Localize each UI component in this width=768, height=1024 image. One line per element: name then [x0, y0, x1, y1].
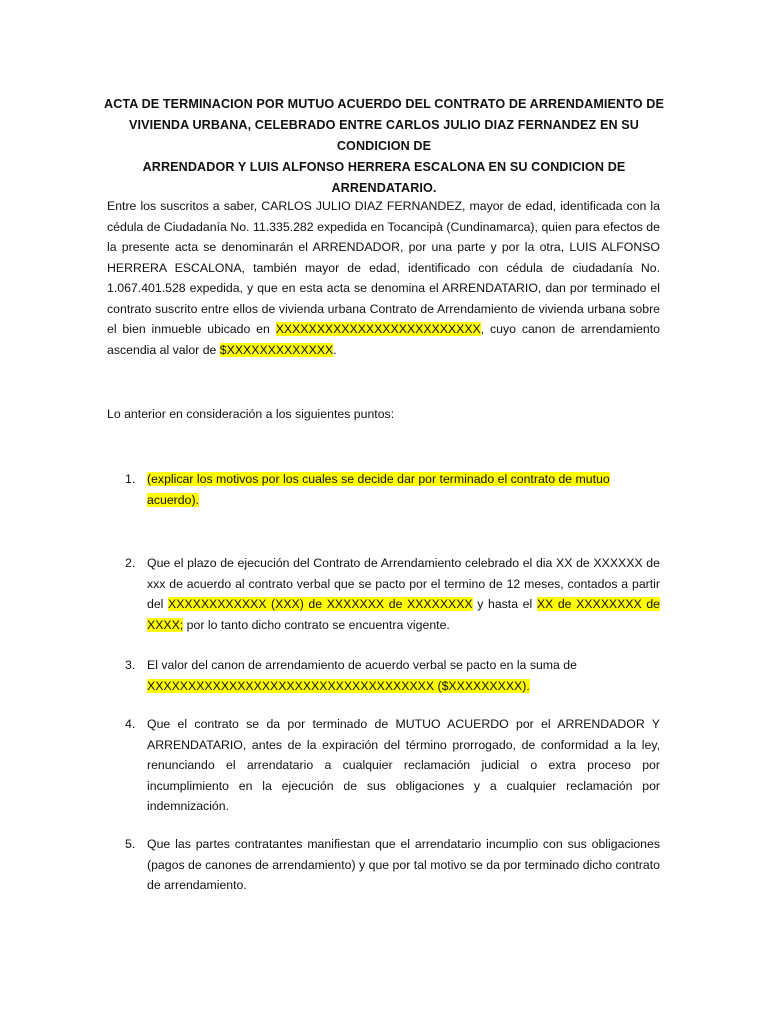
item-2	[147, 553, 660, 635]
title-line-2: VIVIENDA URBANA, CELEBRADO ENTRE CARLOS JULIO DIAZ FERNANDEZ EN SU CONDICION DE	[129, 118, 639, 153]
item-number-2: 2.	[125, 556, 136, 570]
intro-end: .	[333, 342, 337, 357]
address-placeholder: XXXXXXXXXXXXXXXXXXXXXXXXX	[275, 322, 481, 336]
item-number-5: 5.	[125, 837, 136, 851]
item-5: Que las partes contratantes manifiestan que el arrendatario incumplio con sus obligaciones (pagos de canones de arrendamiento) y que por tal motivo se da por terminado dicho contrato de arrendamiento.	[147, 837, 660, 892]
item-4: Que el contrato se da por terminado de MUTUO ACUERDO por el ARRENDADOR Y ARRENDATARIO, antes de la expiración del término prorrogado, de conformidad a la ley, renunciando el arrendatario a cualquier reclamación judicial o extra proceso por incumplimiento en la ejecución de sus obligaciones y a cualquier reclamación por indemnización.	[147, 717, 660, 813]
intro-text: Entre los suscritos a saber, CARLOS JULIO DIAZ FERNANDEZ, mayor de edad, identificada con la cédula de Ciudadanía No. 11.335.282 expedida en Tocancipà (Cundinamarca), quien para efectos de la presente acta se denominarán el ARRENDADOR, por una parte y por la otra, LUIS ALFONSO HERRERA ESCALONA, también mayor de edad, identificado con cédula de ciudadanía No. 1.067.401.528 expedida, y que en esta acta se denomina el ARRENDATARIO, dan por terminado el contrato suscrito entre ellos de vivienda urbana Contrato de Arrendamiento de vivienda urbana sobre el bien inmueble ubicado en	[107, 199, 660, 336]
item-3	[147, 655, 660, 696]
item-2-text-c: por lo tanto dicho contrato se encuentra vigente.	[183, 617, 450, 632]
item-2-text-a: Que el plazo de ejecución del Contrato de Arrendamiento celebrado el dia XX de XXXXXX de xxx de acuerdo al contrato verbal que se pacto por el termino de 12 meses, contados a partir del	[147, 556, 660, 611]
item-2-highlight-start: XXXXXXXXXXXX (XXX) de XXXXXXX de XXXXXXXX	[168, 597, 473, 611]
intro-paragraph	[107, 196, 660, 360]
item-2-text-b: y hasta el	[472, 597, 537, 611]
item-number-1: 1.	[125, 472, 136, 486]
document-title	[100, 94, 668, 199]
item-3-text: El valor del canon de arrendamiento de acuerdo verbal se pacto en la suma de	[147, 658, 577, 672]
item-number-3: 3.	[125, 658, 136, 672]
value-placeholder: $XXXXXXXXXXXXX	[219, 342, 334, 357]
title-line-1: ACTA DE TERMINACION POR MUTUO ACUERDO DEL CONTRATO DE ARRENDAMIENTO DE	[104, 97, 664, 111]
title-line-3: ARRENDADOR Y LUIS ALFONSO HERRERA ESCALONA EN SU CONDICION DE ARRENDATARIO.	[142, 160, 626, 195]
considerations-heading: Lo anterior en consideración a los siguientes puntos:	[107, 407, 395, 421]
item-2-highlight-end: XX de XXXXXXXX de XXXX;	[147, 597, 661, 632]
item-1	[147, 469, 660, 510]
item-number-4: 4.	[125, 717, 136, 731]
intro-mid-text: , cuyo canon de arrendamiento ascendia al valor de	[107, 322, 660, 357]
item-1-highlight: (explicar los motivos por los cuales se decide dar por terminado el contrato de mutuo acuerdo).	[147, 472, 610, 507]
item-3-highlight: XXXXXXXXXXXXXXXXXXXXXXXXXXXXXXXXXXX ($XXXXXXXXX).	[147, 678, 530, 693]
